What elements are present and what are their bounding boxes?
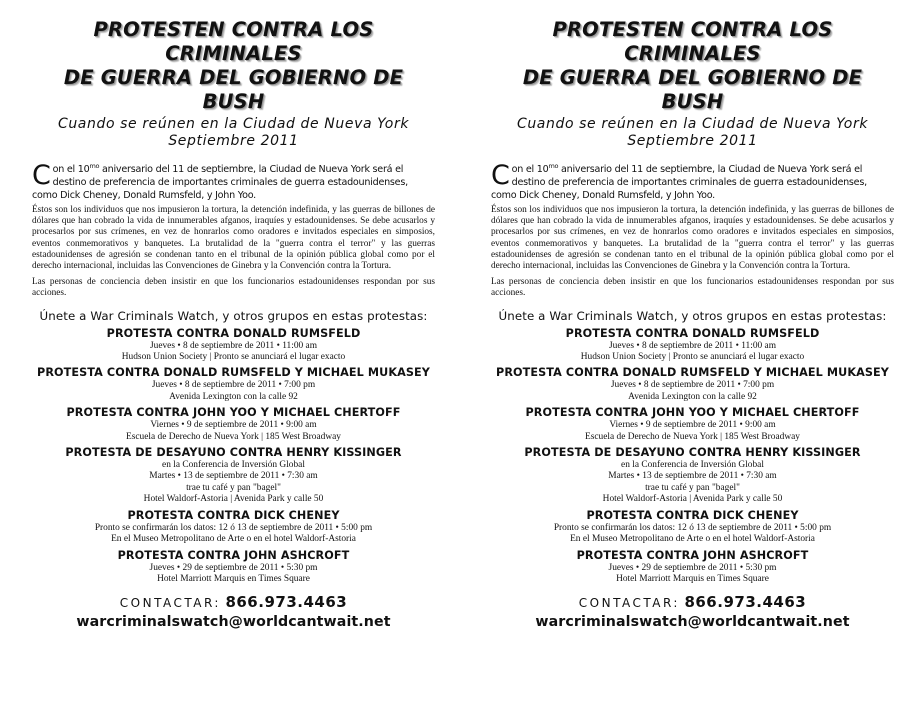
flyer-right	[461, 0, 922, 713]
body-paragraph-1: Éstos son los individuos que nos impusieron la tortura, la detención indefinida, y las guerras de billones de dólares que han cobrado la vida de innumerables afganos, iraquíes y estadounidenses. Se debe acusarlos y procesarlos por sus crímenes, en vez de honrarlos como oradores e invitados especiales en simposios, eventos conmemorativos y banquetes. La brutalidad de la "guerra contra el terror" y las guerras estadounidenses de agresión se condenan tanto en el tribunal de la opinión pública global como por el derecho internacional, incluidas las Convenciones de Ginebra y la Convención contra la Tortura.	[32, 205, 435, 272]
event-rumsfeld-mukasey	[491, 366, 894, 403]
event-detail: Martes • 13 de septiembre de 2011 • 7:30 am	[149, 471, 318, 482]
event-detail: Jueves • 8 de septiembre de 2011 • 7:00 pm	[610, 380, 775, 391]
event-title: PROTESTA CONTRA DONALD RUMSFELD Y MICHAEL MUKASEY	[496, 366, 889, 380]
join-heading: Únete a War Criminals Watch, y otros grupos en estas protestas:	[498, 308, 887, 323]
contact-line	[32, 593, 435, 612]
subtitle-line-1: Cuando se reúnen en la Ciudad de Nueva York	[57, 116, 410, 132]
event-detail: Escuela de Derecho de Nueva York | 185 West Broadway	[126, 431, 341, 442]
event-detail: trae tu café y pan "bagel"	[186, 482, 281, 493]
event-detail: trae tu café y pan "bagel"	[645, 482, 740, 493]
event-title: PROTESTA DE DESAYUNO CONTRA HENRY KISSINGER	[524, 446, 861, 460]
event-kissinger	[491, 446, 894, 506]
event-detail: Martes • 13 de septiembre de 2011 • 7:30 am	[608, 471, 777, 482]
contact-line	[491, 593, 894, 612]
event-title: PROTESTA CONTRA DONALD RUMSFELD Y MICHAEL MUKASEY	[37, 366, 430, 380]
event-rumsfeld	[491, 327, 894, 364]
event-kissinger	[32, 446, 435, 506]
event-detail: Viernes • 9 de septiembre de 2011 • 9:00 am	[150, 420, 317, 431]
event-detail: Hotel Marriott Marquis en Times Square	[157, 573, 310, 584]
event-title: PROTESTA CONTRA DONALD RUMSFELD	[565, 326, 820, 340]
event-cheney	[491, 509, 894, 546]
contact-label: CONTACTAR:	[578, 596, 680, 611]
event-detail: En el Museo Metropolitano de Arte o en el hotel Waldorf-Astoria	[111, 534, 356, 545]
event-detail: en la Conferencia de Inversión Global	[621, 460, 764, 471]
intro-post: aniversario del 11 de septiembre, la Ciudad de Nueva York será el destino de preferencia de importantes criminales de guerra estadounidenses, como Dick Cheney, Donald Rumsfeld, y John Yoo.	[32, 164, 408, 201]
event-detail: Pronto se confirmarán los datos: 12 ó 13 de septiembre de 2011 • 5:00 pm	[553, 522, 832, 533]
event-detail: Hotel Marriott Marquis en Times Square	[616, 573, 769, 584]
intro-sup: mo	[548, 161, 559, 170]
event-title: PROTESTA DE DESAYUNO CONTRA HENRY KISSINGER	[65, 446, 402, 460]
event-title: PROTESTA CONTRA JOHN ASHCROFT	[117, 548, 350, 562]
subtitle-line-2: Septiembre 2011	[168, 133, 299, 149]
body-paragraph-1: Éstos son los individuos que nos impusieron la tortura, la detención indefinida, y las guerras de billones de dólares que han cobrado la vida de innumerables afganos, iraquíes y estadounidenses. Se debe acusarlos y procesarlos por sus crímenes, en vez de honrarlos como oradores e invitados especiales en simposios, eventos conmemorativos y banquetes. La brutalidad de la "guerra contra el terror" y las guerras estadounidenses de agresión se condenan tanto en el tribunal de la opinión pública global como por el derecho internacional, incluidas las Convenciones de Ginebra y la Convención contra la Tortura.	[491, 205, 894, 272]
contact-website: warcriminalswatch@worldcantwait.net	[76, 614, 391, 631]
event-detail: Hotel Waldorf-Astoria | Avenida Park y calle 50	[143, 494, 324, 505]
join-heading: Únete a War Criminals Watch, y otros grupos en estas protestas:	[39, 308, 428, 323]
event-detail: Jueves • 29 de septiembre de 2011 • 5:30 pm	[149, 562, 318, 573]
subtitle-line-1: Cuando se reúnen en la Ciudad de Nueva York	[516, 116, 869, 132]
contact-phone: 866.973.4463	[684, 593, 807, 612]
intro-dropcap: C	[491, 160, 510, 191]
title-line-2: DE GUERRA DEL GOBIERNO DE BUSH	[63, 66, 404, 113]
body-paragraph-2: Las personas de conciencia deben insistir en que los funcionarios estadounidenses respondan por sus acciones.	[491, 277, 894, 299]
event-title: PROTESTA CONTRA JOHN ASHCROFT	[576, 548, 809, 562]
title-line-1: PROTESTEN CONTRA LOS CRIMINALES	[552, 18, 833, 65]
event-detail: Pronto se confirmarán los datos: 12 ó 13 de septiembre de 2011 • 5:00 pm	[94, 522, 373, 533]
event-detail: Jueves • 8 de septiembre de 2011 • 11:00 am	[149, 340, 318, 351]
title-line-2: DE GUERRA DEL GOBIERNO DE BUSH	[522, 66, 863, 113]
event-detail: Escuela de Derecho de Nueva York | 185 West Broadway	[585, 431, 800, 442]
flyer-title	[491, 18, 894, 114]
event-title: PROTESTA CONTRA JOHN YOO Y MICHAEL CHERTOFF	[66, 406, 401, 420]
intro-pre: on el 10	[52, 164, 90, 175]
event-detail: Hudson Union Society | Pronto se anunciará el lugar exacto	[121, 352, 346, 363]
event-detail: Hudson Union Society | Pronto se anunciará el lugar exacto	[580, 352, 805, 363]
intro-dropcap: C	[32, 160, 51, 191]
event-detail: Jueves • 8 de septiembre de 2011 • 7:00 pm	[151, 380, 316, 391]
event-title: PROTESTA CONTRA JOHN YOO Y MICHAEL CHERTOFF	[525, 406, 860, 420]
event-title: PROTESTA CONTRA DICK CHENEY	[127, 508, 340, 522]
event-yoo-chertoff	[491, 406, 894, 443]
event-ashcroft	[491, 549, 894, 586]
event-detail: Jueves • 29 de septiembre de 2011 • 5:30 pm	[608, 562, 777, 573]
event-title: PROTESTA CONTRA DONALD RUMSFELD	[106, 326, 361, 340]
event-detail: Jueves • 8 de septiembre de 2011 • 11:00 am	[608, 340, 777, 351]
event-yoo-chertoff	[32, 406, 435, 443]
event-detail: Avenida Lexington con la calle 92	[628, 391, 757, 402]
event-detail: Avenida Lexington con la calle 92	[169, 391, 298, 402]
intro-sup: mo	[89, 161, 100, 170]
body-paragraph-2: Las personas de conciencia deben insistir en que los funcionarios estadounidenses respondan por sus acciones.	[32, 277, 435, 299]
event-detail: Hotel Waldorf-Astoria | Avenida Park y calle 50	[602, 494, 783, 505]
event-detail: en la Conferencia de Inversión Global	[162, 460, 305, 471]
intro-pre: on el 10	[511, 164, 549, 175]
subtitle-line-2: Septiembre 2011	[627, 133, 758, 149]
event-rumsfeld	[32, 327, 435, 364]
flyer-subtitle	[491, 116, 894, 150]
contact-phone: 866.973.4463	[225, 593, 348, 612]
contact-label: CONTACTAR:	[119, 596, 221, 611]
flyer-title	[32, 18, 435, 114]
intro-paragraph	[32, 160, 435, 202]
flyer-subtitle	[32, 116, 435, 150]
event-detail: Viernes • 9 de septiembre de 2011 • 9:00 am	[609, 420, 776, 431]
event-rumsfeld-mukasey	[32, 366, 435, 403]
event-cheney	[32, 509, 435, 546]
event-title: PROTESTA CONTRA DICK CHENEY	[586, 508, 799, 522]
intro-post: aniversario del 11 de septiembre, la Ciudad de Nueva York será el destino de preferencia de importantes criminales de guerra estadounidenses, como Dick Cheney, Donald Rumsfeld, y John Yoo.	[491, 164, 867, 201]
event-detail: En el Museo Metropolitano de Arte o en el hotel Waldorf-Astoria	[570, 534, 815, 545]
title-line-1: PROTESTEN CONTRA LOS CRIMINALES	[93, 18, 374, 65]
contact-website: warcriminalswatch@worldcantwait.net	[535, 614, 850, 631]
event-ashcroft	[32, 549, 435, 586]
intro-paragraph	[491, 160, 894, 202]
